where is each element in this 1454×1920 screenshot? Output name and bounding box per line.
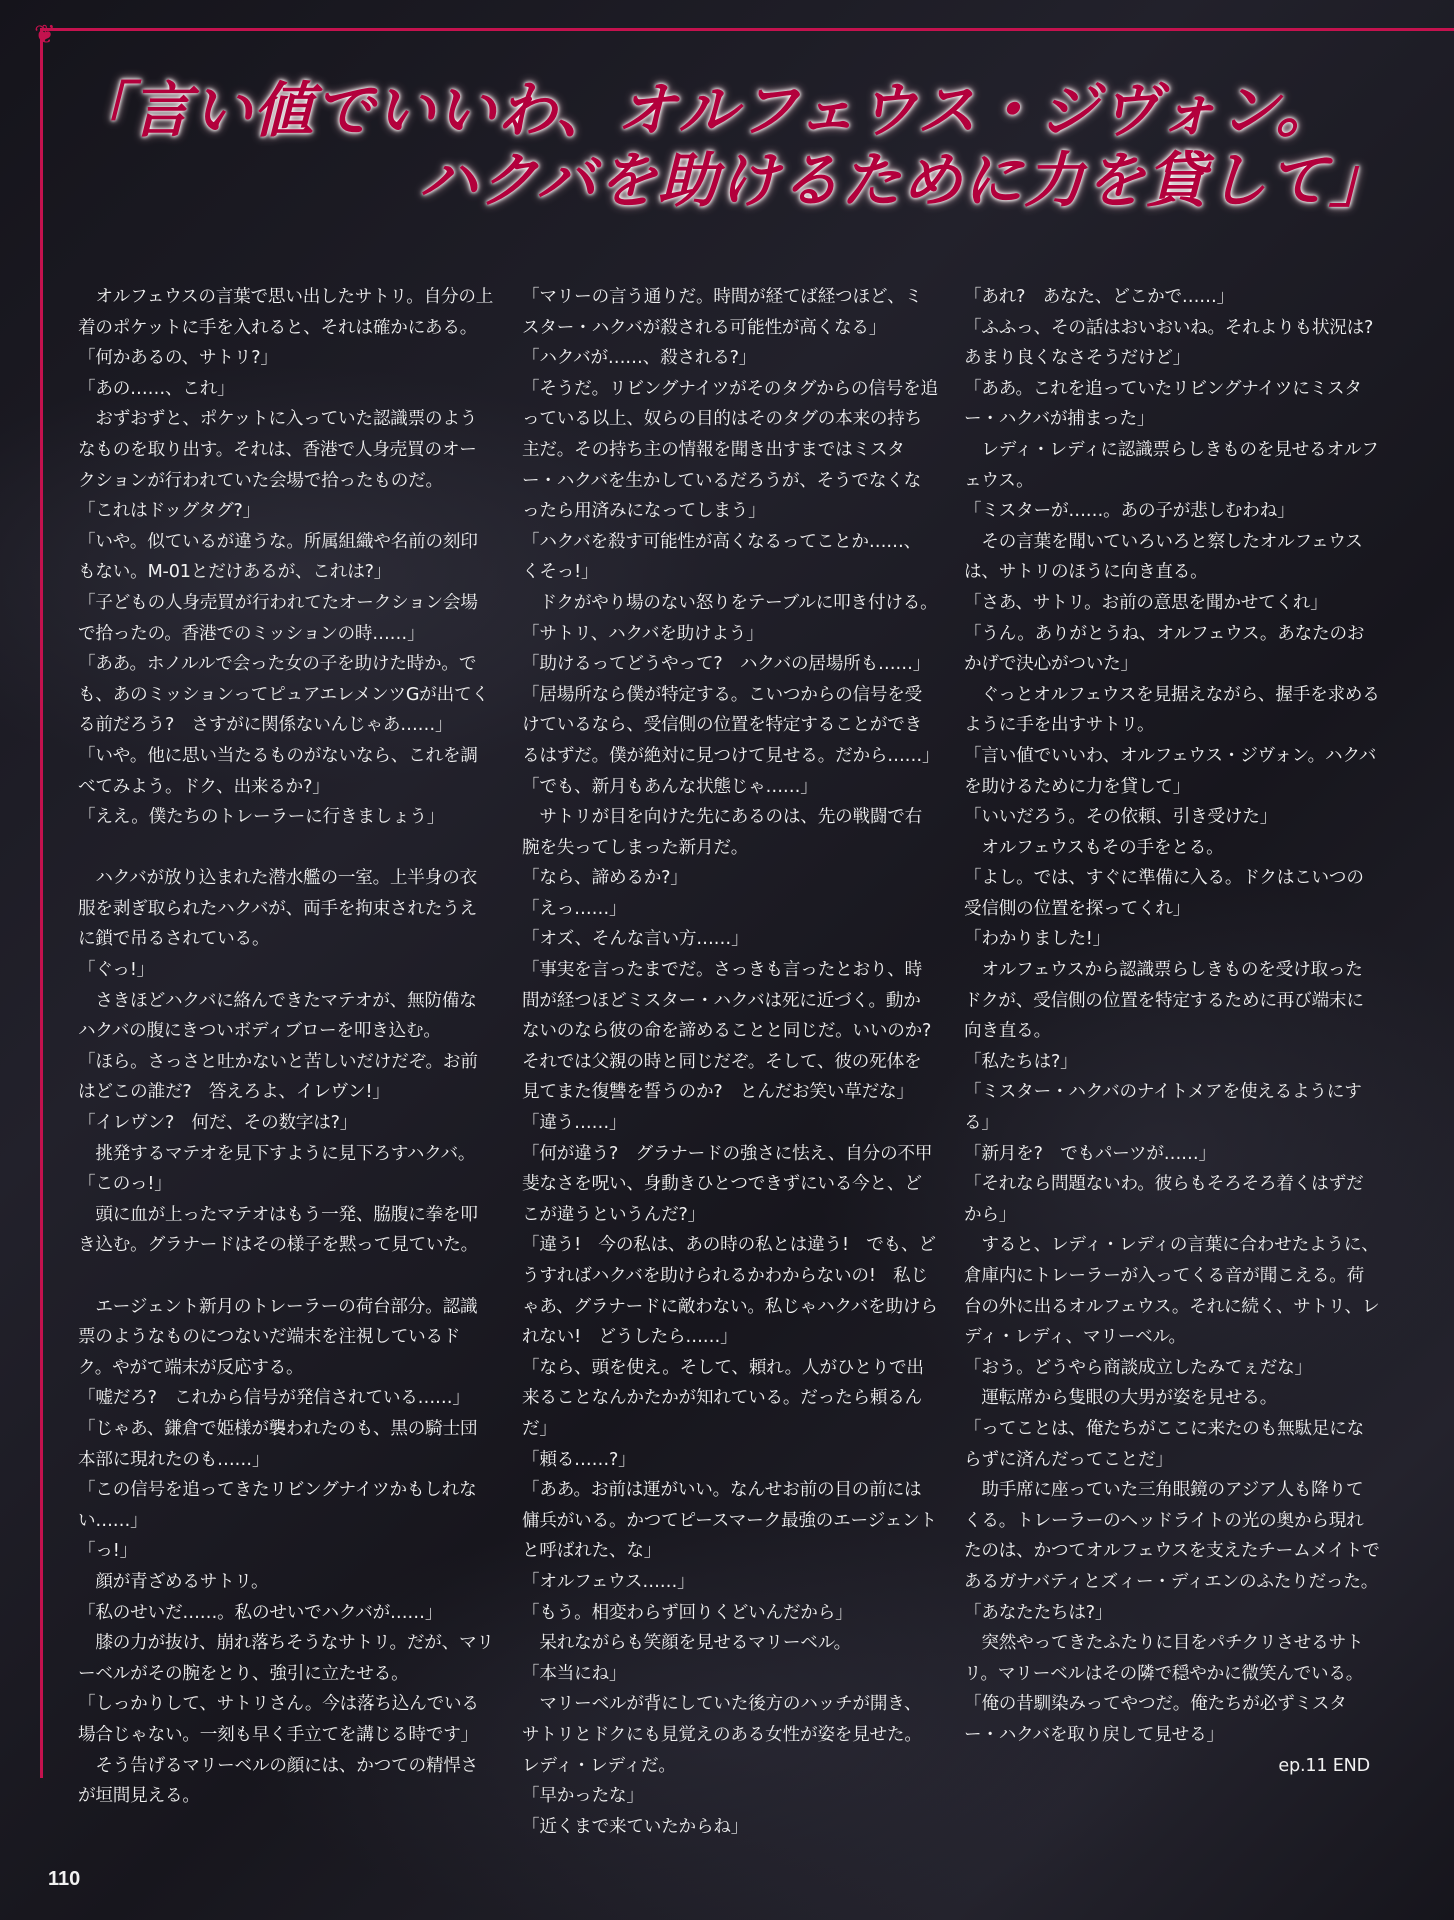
paragraph: 「よし。では、すぐに準備に入る。ドクはこいつの受信側の位置を探ってくれ」 xyxy=(964,868,1364,919)
paragraph: 運転席から隻眼の大男が姿を見せる。 xyxy=(964,1388,1278,1409)
paragraph: 「あれ? あなた、どこかで……」 xyxy=(964,287,1235,307)
paragraph: 「おう。どうやら商談成立したみてぇだな」 xyxy=(964,1357,1312,1378)
paragraph: その言葉を聞いていろいろと察したオルフェウスは、サトリのほうに向き直る。 xyxy=(964,531,1363,583)
paragraph: 「あの……、これ」 xyxy=(78,378,235,399)
paragraph: 「っ!」 xyxy=(78,1541,138,1562)
paragraph: 「いや。他に思い当たるものがないなら、これを調べてみよう。ドク、出来るか?」 xyxy=(78,745,478,797)
paragraph: 「頼る……?」 xyxy=(522,1449,636,1470)
paragraph: 「イレヴン? 何だ、その数字は?」 xyxy=(78,1113,358,1134)
episode-end-mark: ep.11 END xyxy=(1278,1755,1370,1776)
paragraph: さきほどハクバに絡んできたマテオが、無防備なハクバの腹にきついボディブローを叩き込む。 xyxy=(78,990,477,1042)
paragraph: 「いいだろう。その依頼、引き受けた」 xyxy=(964,807,1278,828)
paragraph: 「俺の昔馴染みってやつだ。俺たちが必ずミスター・ハクバを取り戻して見せる」 xyxy=(964,1694,1347,1745)
paragraph: 「あなたたちは?」 xyxy=(964,1602,1113,1623)
paragraph: 「早かったな」 xyxy=(522,1786,644,1807)
paragraph: 突然やってきたふたりに目をパチクリさせるサトリ。マリーベルはその隣で穏やかに微笑んでいる。 xyxy=(964,1633,1364,1684)
paragraph: オルフェウスの言葉で思い出したサトリ。自分の上着のポケットに手を入れると、それは確かにある。 xyxy=(78,287,494,338)
paragraph: 「これはドッグタグ?」 xyxy=(78,501,261,522)
paragraph: 頭に血が上ったマテオはもう一発、脇腹に拳を叩き込む。グラナードはその様子を黙って見ていた。 xyxy=(78,1204,479,1256)
paragraph: 「事実を言ったまでだ。さっきも言ったとおり、時間が経つほどミスター・ハクバは死に近づく。動かないのなら彼の命を諦めることと同じだ。いいのか? それでは父親の時と同じだぞ。そして、彼の死体を見てまた復讐を誓うのか? とんだお笑い草だな」 xyxy=(522,960,949,1103)
paragraph: 「うん。ありがとうね、オルフェウス。あなたのおかげで決心がついた」 xyxy=(964,623,1365,675)
paragraph: 「この信号を追ってきたリビングナイツかもしれない……」 xyxy=(78,1480,477,1531)
paragraph: ぐっとオルフェウスを見据えながら、握手を求めるように手を出すサトリ。 xyxy=(964,684,1380,736)
paragraph: サトリが目を向けた先にあるのは、先の戦闘で右腕を失ってしまった新月だ。 xyxy=(522,807,923,858)
paragraph: 「ミスターが……。あの子が悲しむわね」 xyxy=(964,501,1295,522)
paragraph: 「違う! 今の私は、あの時の私とは違う! でも、どうすればハクバを助けられるかわからないの! 私じゃあ、グラナードに敵わない。私じゃハクバを助けられない! どうしたら……」 xyxy=(522,1235,938,1348)
text-column-1 xyxy=(78,282,494,1812)
paragraph: 「もう。相変わらず回りくどいんだから」 xyxy=(522,1602,853,1623)
paragraph: マリーベルが背にしていた後方のハッチが開き、サトリとドクにも見覚えのある女性が姿を見せた。レディ・レディだ。 xyxy=(522,1694,922,1776)
paragraph: 「ミスター・ハクバのナイトメアを使えるようにする」 xyxy=(964,1082,1362,1134)
paragraph: 「嘘だろ? これから信号が発信されている……」 xyxy=(78,1388,470,1409)
paragraph: 「ハクバを殺す可能性が高くなるってことか……、くそっ!」 xyxy=(522,531,922,583)
paragraph: 「じゃあ、鎌倉で姫様が襲われたのも、黒の騎士団本部に現れたのも……」 xyxy=(78,1418,478,1470)
paragraph: 「居場所なら僕が特定する。こいつからの信号を受けているなら、受信側の位置を特定することができるはずだ。僕が絶対に見つけて見せる。だから……」 xyxy=(522,684,940,766)
paragraph: 膝の力が抜け、崩れ落ちそうなサトリ。だが、マリーベルがその腕をとり、強引に立たせる。 xyxy=(78,1633,494,1684)
paragraph: 「えっ……」 xyxy=(522,898,627,919)
paragraph: 「なら、頭を使え。そして、頼れ。人がひとりで出来ることなんかたかが知れている。だったら頼るんだ」 xyxy=(522,1357,924,1439)
paragraph: 「サトリ、ハクバを助けよう」 xyxy=(522,623,764,644)
paragraph: 「マリーの言う通りだ。時間が経てば経つほど、ミスター・ハクバが殺される可能性が高くなる」 xyxy=(522,287,923,338)
page-number: 110 xyxy=(48,1868,81,1890)
paragraph: 「ええ。僕たちのトレーラーに行きましょう」 xyxy=(78,807,445,828)
paragraph: 「言い値でいいわ、オルフェウス・ジヴォン。ハクバを助けるために力を貸して」 xyxy=(964,745,1377,797)
paragraph-gap xyxy=(78,1261,494,1292)
paragraph: 「何が違う? グラナードの強さに怯え、自分の不甲斐なさを呪い、身動きひとつできずにいる今と、どこが違うというんだ?」 xyxy=(522,1143,933,1225)
paragraph: 「ああ。お前は運がいい。なんせお前の目の前には傭兵がいる。かつてピースマーク最強のエージェントと呼ばれた、な」 xyxy=(522,1480,937,1562)
frame-border-left xyxy=(40,28,43,1778)
paragraph: 「子どもの人身売買が行われてたオークション会場で拾ったの。香港でのミッションの時……」 xyxy=(78,592,478,644)
paragraph: 「それなら問題ないわ。彼らもそろそろ着くはずだから」 xyxy=(964,1174,1364,1225)
paragraph: 「そうだ。リビングナイツがそのタグからの信号を追っている以上、奴らの目的はそのタグの本来の持ち主だ。その持ち主の情報を聞き出すまではミスター・ハクバを生かしているだろうが、そうでなくなったら用済みになってしまう」 xyxy=(522,378,938,522)
paragraph: すると、レディ・レディの言葉に合わせたように、倉庫内にトレーラーが入ってくる音が聞こえる。荷台の外に出るオルフェウス。それに続く、サトリ、レディ・レディ、マリーベル。 xyxy=(964,1235,1380,1348)
paragraph: 挑発するマテオを見下すように見下ろすハクバ。 xyxy=(78,1143,476,1164)
paragraph: 「ハクバが……、殺される?」 xyxy=(522,348,757,369)
paragraph: 「さあ、サトリ。お前の意思を聞かせてくれ」 xyxy=(964,592,1328,613)
paragraph: おずおずと、ポケットに入っていた認識票のようなものを取り出す。それは、香港で人身売買のオークションが行われていた会場で拾ったものだ。 xyxy=(78,409,478,491)
paragraph: 「新月を? でもパーツが……」 xyxy=(964,1143,1216,1164)
paragraph: 「近くまで来ていたからね」 xyxy=(522,1816,749,1837)
paragraph: 「私たちは?」 xyxy=(964,1051,1078,1072)
paragraph: 「ああ。これを追っていたリビングナイツにミスター・ハクバが捕まった」 xyxy=(964,378,1362,430)
text-column-3 xyxy=(964,282,1380,1781)
paragraph: ドクがやり場のない怒りをテーブルに叩き付ける。 xyxy=(522,592,938,613)
paragraph: 「私のせいだ……。私のせいでハクバが……」 xyxy=(78,1602,443,1623)
paragraph: 「ぐっ!」 xyxy=(78,960,155,981)
text-column-2 xyxy=(522,282,949,1842)
title-line-2: ハクバを助けるために力を貸して」 xyxy=(417,146,1390,216)
paragraph: 「わかりました!」 xyxy=(964,929,1111,950)
paragraph: オルフェウスもその手をとる。 xyxy=(964,837,1224,858)
paragraph: 「助けるってどうやって? ハクバの居場所も……」 xyxy=(522,654,931,675)
paragraph: 助手席に座っていた三角眼鏡のアジア人も降りてくる。トレーラーのヘッドライトの光の奥から現れたのは、かつてオルフェウスを支えたチームメイトであるガナバティとズィー・ディエンのふたりだった。 xyxy=(964,1480,1380,1592)
paragraph: 呆れながらも笑顔を見せるマリーベル。 xyxy=(522,1633,852,1654)
paragraph: 「このっ!」 xyxy=(78,1174,172,1195)
paragraph: オルフェウスから認識票らしきものを受け取ったドクが、受信側の位置を特定するために再び端末に向き直る。 xyxy=(964,960,1364,1042)
paragraph: 「しっかりして、サトリさん。今は落ち込んでいる場合じゃない。一刻も早く手立てを講じる時です」 xyxy=(78,1694,479,1745)
paragraph: 「何かあるの、サトリ?」 xyxy=(78,348,278,369)
corner-ornament-icon: ❦ xyxy=(34,20,56,50)
paragraph: 「本当にね」 xyxy=(522,1663,627,1684)
page-title xyxy=(70,76,1390,216)
paragraph: エージェント新月のトレーラーの荷台部分。認識票のようなものにつないだ端末を注視しているドク。やがて端末が反応する。 xyxy=(78,1296,478,1378)
paragraph: ハクバが放り込まれた潜水艦の一室。上半身の衣服を剥ぎ取られたハクバが、両手を拘束されたうえに鎖で吊るされている。 xyxy=(78,868,478,950)
paragraph: 「ふふっ、その話はおいおいね。それよりも状況は?あまり良くなさそうだけど」 xyxy=(964,317,1374,369)
paragraph: 「いや。似ているが違うな。所属組織や名前の刻印もない。M-01とだけあるが、これは?」 xyxy=(78,531,478,583)
paragraph: 「オズ、そんな言い方……」 xyxy=(522,929,749,950)
frame-border-top xyxy=(42,28,1454,31)
paragraph: 「違う……」 xyxy=(522,1113,627,1134)
title-line-1: 「言い値でいいわ、オルフェウス・ジヴォン。 xyxy=(70,76,1337,146)
paragraph: 「オルフェウス……」 xyxy=(522,1571,695,1592)
paragraph-gap xyxy=(78,833,494,864)
paragraph: 「ってことは、俺たちがここに来たのも無駄足にならずに済んだってことだ」 xyxy=(964,1418,1365,1470)
paragraph: 顔が青ざめるサトリ。 xyxy=(78,1571,269,1592)
paragraph: 「なら、諦めるか?」 xyxy=(522,868,688,889)
paragraph: 「ほら。さっさと吐かないと苦しいだけだぞ。お前はどこの誰だ? 答えろよ、イレヴン!」 xyxy=(78,1051,478,1103)
paragraph: そう告げるマリーベルの顔には、かつての精悍さが垣間見える。 xyxy=(78,1755,479,1807)
paragraph: レディ・レディに認識票らしきものを見せるオルフェウス。 xyxy=(964,439,1379,491)
paragraph: 「でも、新月もあんな状態じゃ……」 xyxy=(522,776,818,797)
paragraph: 「ああ。ホノルルで会った女の子を助けた時か。でも、あのミッションってピュアエレメンツGが出てくる前だろう? さすがに関係ないんじゃあ……」 xyxy=(78,654,489,736)
